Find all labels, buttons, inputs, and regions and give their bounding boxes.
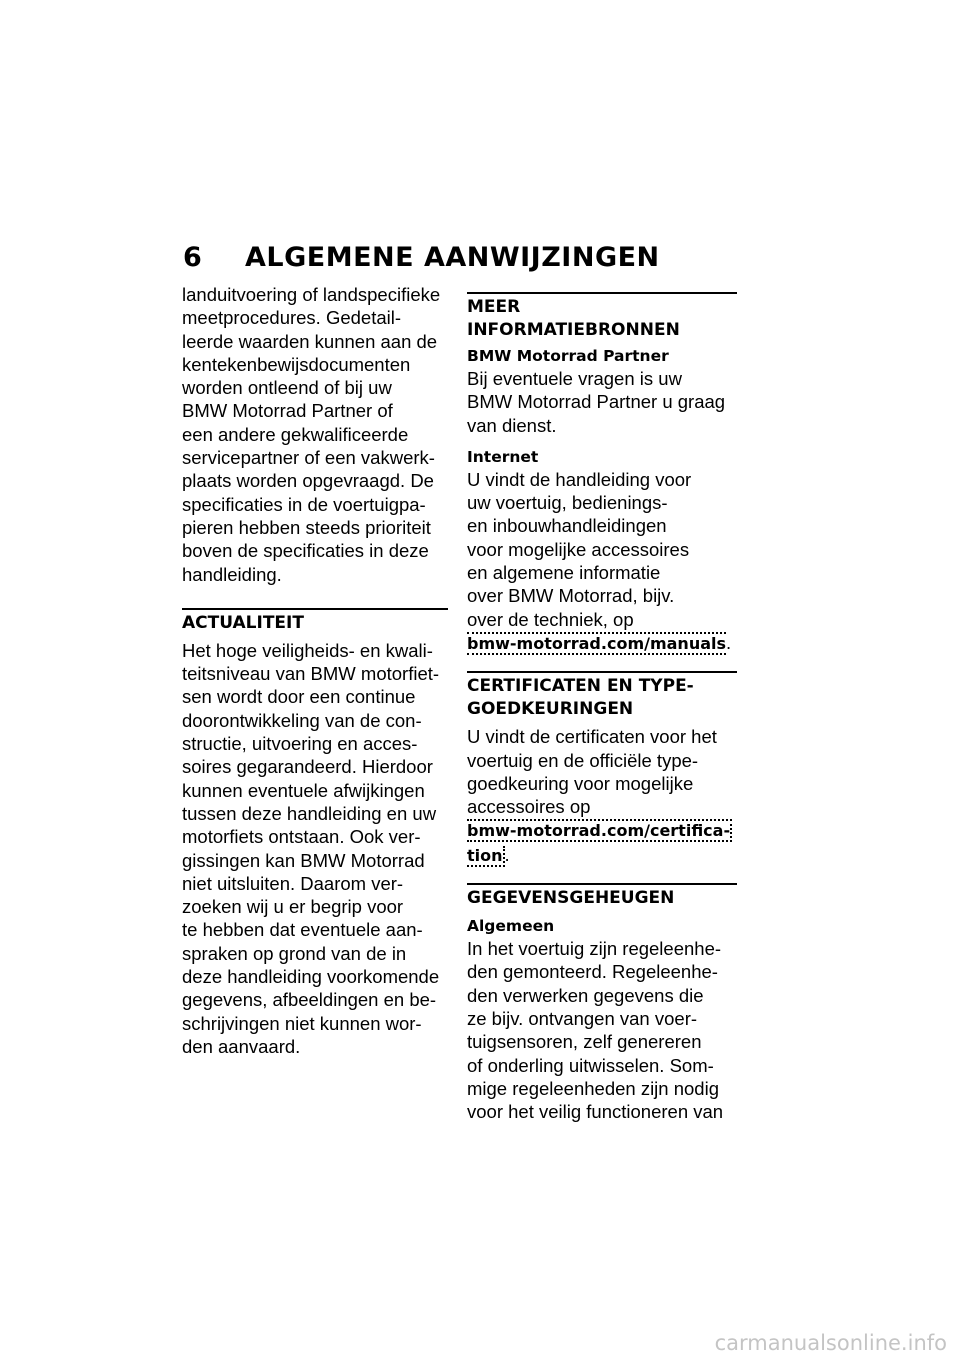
partner-line: Bij eventuele vragen is uw <box>467 368 682 389</box>
section-actualiteit <box>182 608 448 1058</box>
gegevens-line: den verwerken gegevens die <box>467 984 704 1006</box>
section-title-actualiteit <box>182 610 448 635</box>
section-title-certificaten <box>467 673 737 721</box>
gegevens-line: ze bijv. ontvangen van voer- <box>467 1007 698 1029</box>
actualiteit-line: te hebben dat eventuele aan- <box>182 919 423 941</box>
internet-line: over BMW Motorrad, bijv. <box>467 585 675 607</box>
actualiteit-line: gegevens, afbeeldingen en be- <box>182 989 437 1011</box>
section-title-meer-informatie <box>467 294 737 342</box>
intro-line: leerde waarden kunnen aan de <box>182 330 438 352</box>
internet-paragraph <box>467 468 737 655</box>
section-gegevensgeheugen <box>467 883 737 1123</box>
subtitle-partner: BMW Motorrad Partner <box>467 347 669 365</box>
subtitle-algemeen: Algemeen <box>467 917 555 936</box>
intro-line: handleiding. <box>182 563 282 585</box>
intro-line: BMW Motorrad Partner of <box>182 400 393 422</box>
internet-line: U vindt de handleiding voor <box>467 468 692 490</box>
section-meer-informatie <box>467 292 737 655</box>
actualiteit-line: den aanvaard. <box>182 1035 301 1057</box>
actualiteit-line: motorfiets ontstaan. Ook ver- <box>182 826 421 848</box>
intro-line: een andere gekwalificeerde <box>182 423 409 445</box>
section-title-gegevensgeheugen <box>467 885 737 910</box>
intro-line: servicepartner of een vakwerk- <box>182 447 435 469</box>
intro-line: pieren hebben steeds prioriteit <box>182 516 431 538</box>
intro-line: specificaties in de voertuigpa- <box>182 493 426 515</box>
actualiteit-line: structie, uitvoering en acces- <box>182 733 418 755</box>
intro-line: meetprocedures. Gedetail- <box>182 307 402 329</box>
certificaten-line: voertuig en de officiële type- <box>467 749 699 771</box>
internet-line: voor mogelijke accessoires <box>467 538 690 560</box>
actualiteit-line: doorontwikkeling van de con- <box>182 709 422 731</box>
intro-line: kentekenbewijsdocumenten <box>182 353 411 375</box>
gegevens-paragraph <box>467 937 737 1123</box>
intro-line: landuitvoering of landspecifieke <box>182 284 441 305</box>
internet-link-line <box>467 631 737 655</box>
gegevens-line: tuigsensoren, zelf genereren <box>467 1031 702 1053</box>
actualiteit-line: zoeken wij u er begrip voor <box>182 896 404 918</box>
certificaten-line: goedkeuring voor mogelijke <box>467 772 694 794</box>
certification-link-cont[interactable]: tion <box>467 845 503 865</box>
subtitle-internet: Internet <box>467 447 539 466</box>
chapter-title: ALGEMENE AANWIJZINGEN <box>245 242 660 273</box>
left-column <box>182 283 448 1058</box>
chapter-heading <box>183 240 660 276</box>
link-suffix: . <box>504 843 510 865</box>
intro-line: plaats worden opgevraagd. De <box>182 470 434 492</box>
section-title-line: MEER <box>467 297 521 317</box>
partner-paragraph <box>467 367 737 437</box>
intro-paragraph <box>182 283 448 586</box>
certification-link-line <box>467 843 737 867</box>
gegevens-line: mige regeleenheden zijn nodig <box>467 1077 719 1099</box>
certification-link-line <box>467 818 737 842</box>
certificaten-line: U vindt de certificaten voor het <box>467 726 717 748</box>
certificaten-paragraph <box>467 725 737 867</box>
actualiteit-line: sen wordt door een continue <box>182 686 416 708</box>
actualiteit-line: spraken op grond van de in <box>182 942 407 964</box>
internet-line: over de techniek, op <box>467 608 634 630</box>
actualiteit-line: tussen deze handleiding en uw <box>182 802 437 824</box>
manuals-link[interactable]: bmw-motorrad.com/manuals <box>467 633 727 653</box>
gegevens-line: of onderling uitwisselen. Som- <box>467 1054 714 1076</box>
internet-line: en algemene informatie <box>467 562 661 584</box>
actualiteit-line: gissingen kan BMW Motorrad <box>182 849 425 871</box>
intro-line: worden ontleend of bij uw <box>182 377 392 399</box>
actualiteit-line: kunnen eventuele afwijkingen <box>182 779 425 801</box>
partner-line: van dienst. <box>467 414 557 436</box>
gegevens-line: voor het veilig functioneren van <box>467 1101 724 1123</box>
gegevens-line: In het voertuig zijn regeleenhe- <box>467 938 722 960</box>
right-column <box>467 292 737 1123</box>
actualiteit-line: niet uitsluiten. Daarom ver- <box>182 872 404 894</box>
actualiteit-line: Het hoge veiligheids- en kwali- <box>182 639 433 661</box>
chapter-number: 6 <box>183 242 203 273</box>
certificaten-line: accessoires op <box>467 796 591 818</box>
section-title-line: CERTIFICATEN EN TYPE- <box>467 676 694 697</box>
footer-watermark: carmanualsonline.info <box>714 1331 947 1355</box>
intro-line: boven de specificaties in deze <box>182 540 429 562</box>
section-title-text: GEGEVENSGEHEUGEN <box>467 888 675 909</box>
actualiteit-line: schrijvingen niet kunnen wor- <box>182 1012 422 1034</box>
section-title-line: INFORMATIEBRONNEN <box>467 320 680 340</box>
partner-line: BMW Motorrad Partner u graag <box>467 391 726 413</box>
internet-line: en inbouwhandleidingen <box>467 515 667 537</box>
actualiteit-paragraph <box>182 639 448 1058</box>
link-suffix: . <box>726 631 732 653</box>
actualiteit-line: deze handleiding voorkomende <box>182 966 440 988</box>
section-certificaten <box>467 671 737 867</box>
internet-line: uw voertuig, bedienings- <box>467 492 668 514</box>
certification-link[interactable]: bmw-motorrad.com/certifica- <box>467 821 731 841</box>
gegevens-line: den gemonteerd. Regeleenhe- <box>467 961 718 983</box>
actualiteit-line: soires gegarandeerd. Hierdoor <box>182 756 433 778</box>
section-title-text: ACTUALITEIT <box>182 612 304 633</box>
actualiteit-line: teitsniveau van BMW motorfiet- <box>182 663 440 685</box>
section-title-line: GOEDKEURINGEN <box>467 699 634 720</box>
